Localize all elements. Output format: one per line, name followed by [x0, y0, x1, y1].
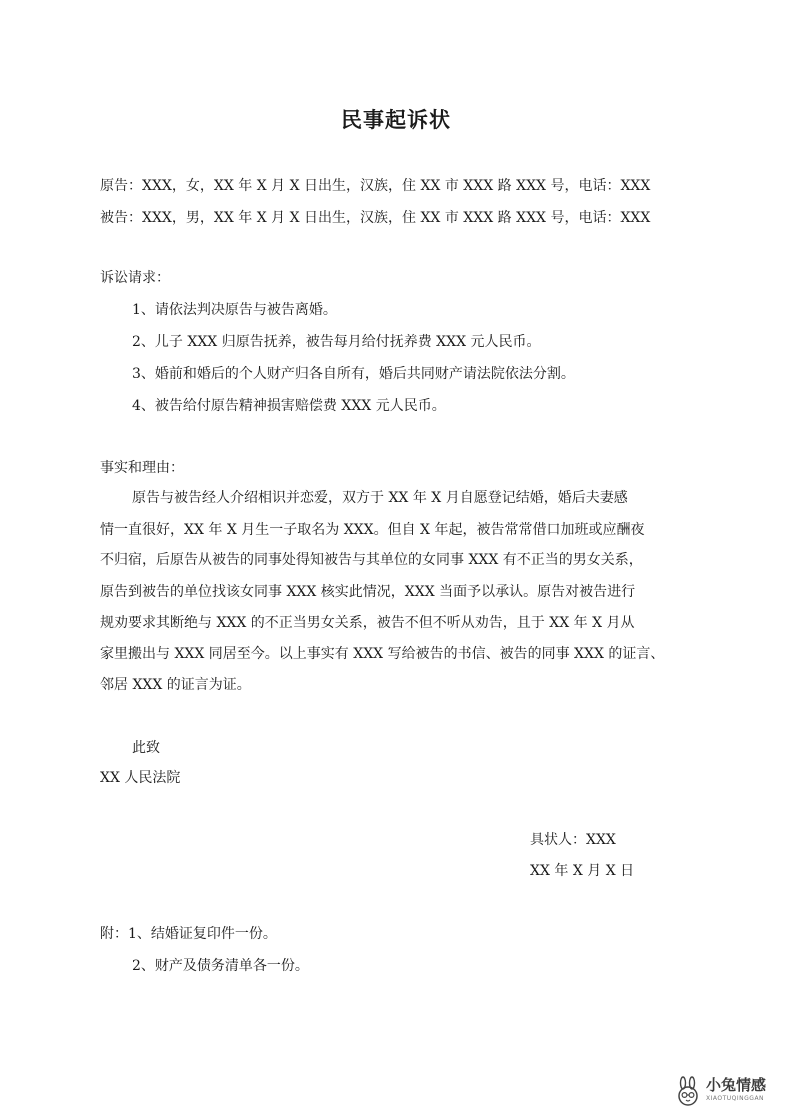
claim-item: 1、请依法判决原告与被告离婚。 [132, 302, 337, 318]
salutation: 此致 [132, 740, 160, 756]
court-name: XX 人民法院 [100, 770, 181, 786]
claim-item: 3、婚前和婚后的个人财产归各自所有，婚后共同财产请法院依法分割。 [132, 366, 575, 382]
signer: 具状人：XXX [530, 832, 616, 848]
facts-line: 原告到被告的单位找该女同事 XXX 核实此情况，XXX 当面予以承认。原告对被告进行 [100, 584, 636, 600]
claim-item: 4、被告给付原告精神损害赔偿费 XXX 元人民币。 [132, 398, 446, 414]
claim-item: 2、儿子 XXX 归原告抚养，被告每月给付抚养费 XXX 元人民币。 [132, 334, 541, 350]
facts-line: 家里搬出与 XXX 同居至今。以上事实有 XXX 写给被告的书信、被告的同事 XXX 的证言、 [100, 646, 665, 662]
defendant-line: 被告：XXX，男，XX 年 X 月 X 日出生，汉族，住 XX 市 XXX 路 XXX 号，电话：XXX [100, 210, 651, 226]
rabbit-icon [672, 1076, 704, 1108]
watermark-subtext: XIAOTUQINGGAN [706, 1095, 765, 1102]
facts-heading: 事实和理由： [100, 460, 184, 476]
claims-heading: 诉讼请求： [100, 270, 170, 286]
facts-line: 原告与被告经人介绍相识并恋爱，双方于 XX 年 X 月自愿登记结婚，婚后夫妻感 [132, 490, 628, 506]
watermark-logo [672, 1070, 778, 1114]
attachment-item: 2、财产及债务清单各一份。 [132, 958, 309, 974]
attachment-item: 附：1、结婚证复印件一份。 [100, 926, 277, 942]
facts-line: 情一直很好，XX 年 X 月生一子取名为 XXX。但自 X 年起，被告常常借口加班或应酬夜 [100, 522, 645, 538]
facts-line: 不归宿，后原告从被告的同事处得知被告与其单位的女同事 XXX 有不正当的男女关系， [100, 552, 643, 568]
facts-line: 规劝要求其断绝与 XXX 的不正当男女关系，被告不但不听从劝告，且于 XX 年 X 月从 [100, 615, 635, 631]
watermark-brand: 小兔情感 [706, 1076, 767, 1094]
document-title: 民事起诉状 [341, 108, 451, 132]
signature-date: XX 年 X 月 X 日 [530, 863, 635, 879]
facts-line: 邻居 XXX 的证言为证。 [100, 677, 251, 693]
plaintiff-line: 原告：XXX，女，XX 年 X 月 X 日出生，汉族，住 XX 市 XXX 路 XXX 号，电话：XXX [100, 178, 651, 194]
